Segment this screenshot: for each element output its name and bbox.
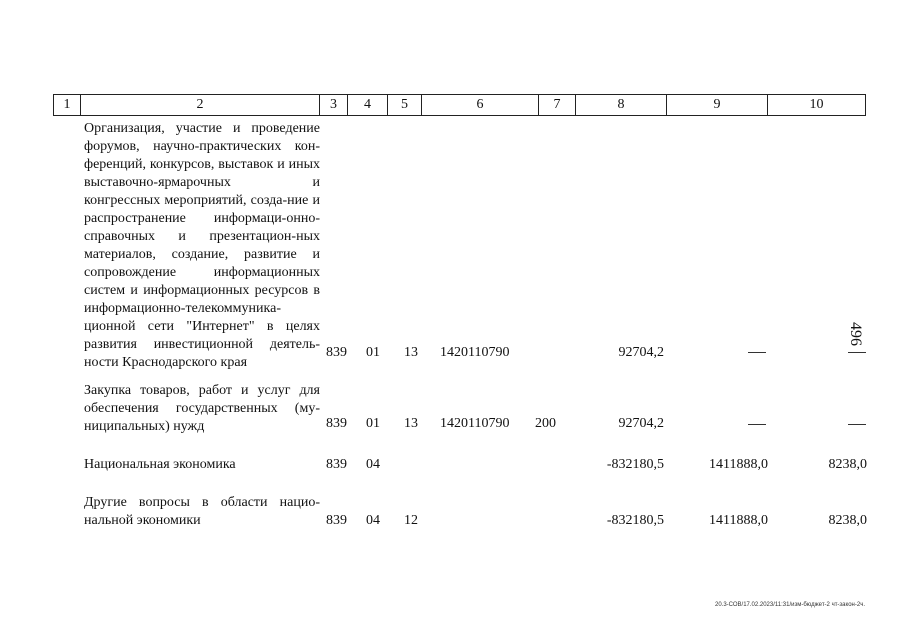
- row-1-col6: 1420110790: [440, 345, 510, 360]
- header-col-7: 7: [539, 95, 576, 115]
- row-3-col4: 04: [366, 457, 380, 472]
- row-4-col8: -832180,5: [606, 513, 664, 528]
- row-1-col5: 13: [404, 345, 418, 360]
- header-col-10: 10: [809, 97, 824, 112]
- row-3-col3: 839: [326, 457, 347, 472]
- row-3-col10: 8238,0: [828, 457, 867, 472]
- page-number: 496: [847, 322, 864, 346]
- row-2-col9-dash: [748, 424, 766, 425]
- row-2-col7: 200: [535, 416, 556, 431]
- row-1-name: Организация, участие и проведение форумов, научно-практических кон-ференций, конкурсов, выставок и иных выставочно-ярмарочных и конгрессных мероприятий, созда-ние и распространение информаци-онно-справочных и презентацион-ных материалов, создание, развитие и сопровождение информационных систем и информационных ресурсов в информационно-телекоммуника-ционной сети "Интернет" в целях развития инвестиционной деятель-ности Краснодарского края: [84, 121, 320, 370]
- row-2-col6: 1420110790: [440, 416, 510, 431]
- row-2-col4: 01: [366, 416, 380, 431]
- header-col-4: 4: [348, 95, 388, 115]
- header-col-8: 8: [576, 95, 667, 115]
- row-1-col10-dash: [848, 352, 866, 353]
- footer-stamp: 20.3-СОВ/17.02.2023/11:31/изм-бюджет-2 чт-закон-2ч.: [714, 602, 865, 608]
- row-4-col9: 1411888,0: [709, 513, 768, 528]
- row-3-col8: -832180,5: [606, 457, 664, 472]
- row-4-col4: 04: [366, 513, 380, 528]
- row-1-col3: 839: [326, 345, 347, 360]
- row-4-col3: 839: [326, 513, 347, 528]
- row-1-col8: 92704,2: [618, 345, 664, 360]
- table-header: [53, 94, 866, 116]
- header-col-9: 9: [667, 95, 768, 115]
- row-2-col10-dash: [848, 424, 866, 425]
- row-2-col3: 839: [326, 416, 347, 431]
- header-col-5: 5: [388, 95, 422, 115]
- row-4-name: Другие вопросы в области нацио-нальной экономики: [84, 495, 320, 528]
- header-col-3: 3: [320, 95, 348, 115]
- row-2-name: Закупка товаров, работ и услуг для обеспечения государственных (му-ниципальных) нужд: [84, 383, 320, 434]
- row-3-name: Национальная экономика: [84, 457, 236, 472]
- row-4-col10: 8238,0: [828, 513, 867, 528]
- row-1-col9-dash: [748, 352, 766, 353]
- row-2-col5: 13: [404, 416, 418, 431]
- header-col-1: 1: [54, 95, 81, 115]
- header-col-2: 2: [81, 95, 320, 115]
- row-3-col9: 1411888,0: [709, 457, 768, 472]
- header-col-6: 6: [422, 95, 539, 115]
- row-4-col5: 12: [404, 513, 418, 528]
- row-2-col8: 92704,2: [618, 416, 664, 431]
- row-1-col4: 01: [366, 345, 380, 360]
